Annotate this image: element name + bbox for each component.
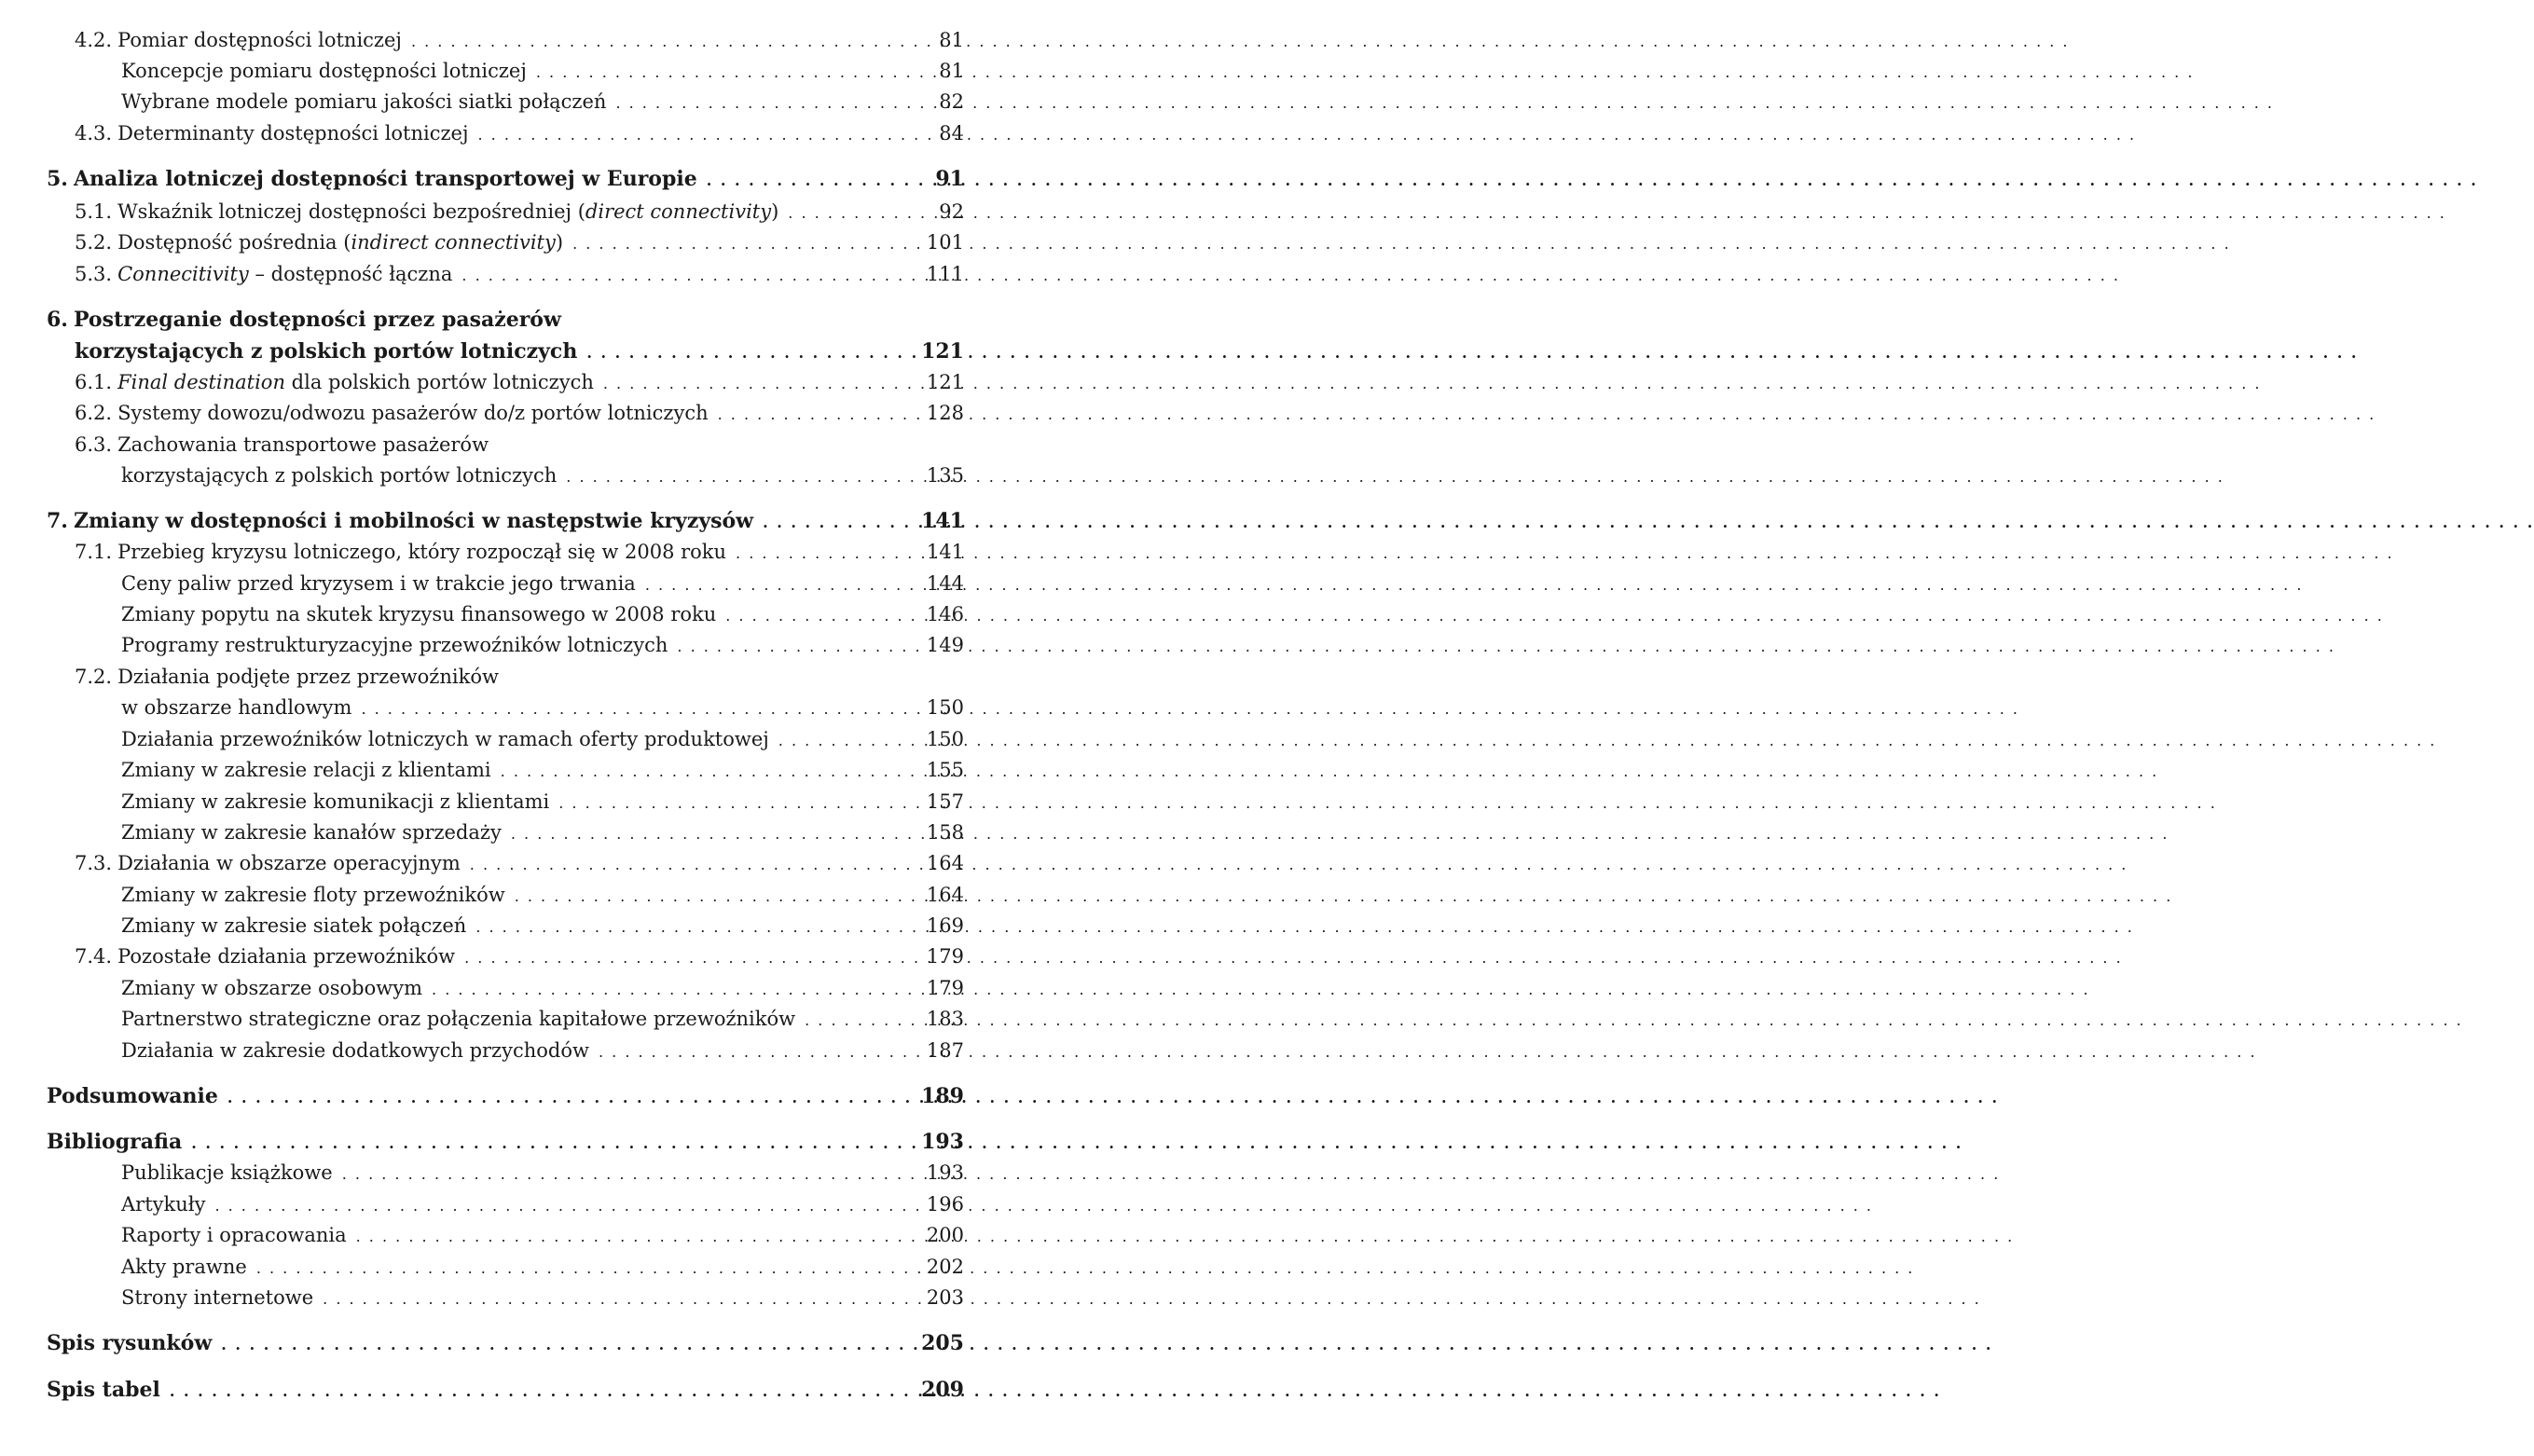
toc-title bbox=[121, 974, 422, 1002]
toc-title bbox=[74, 306, 561, 334]
toc-entry bbox=[121, 461, 964, 489]
toc-entry bbox=[121, 881, 964, 909]
toc-title-text: Zmiany w zakresie kanałów sprzedaży bbox=[121, 821, 502, 844]
toc-entry bbox=[121, 974, 964, 1002]
toc-leader-dots bbox=[411, 28, 902, 56]
toc-number: 7. bbox=[47, 509, 68, 533]
toc-entry bbox=[121, 694, 964, 721]
toc-leader-dots bbox=[707, 167, 902, 195]
toc-title bbox=[121, 88, 606, 116]
toc-page-number: 158 bbox=[926, 821, 964, 844]
toc-title-text: Działania w obszarze operacyjnym bbox=[117, 852, 461, 874]
toc-leader-dots bbox=[778, 727, 902, 755]
toc-title bbox=[121, 1005, 795, 1033]
toc-entry bbox=[121, 1284, 964, 1312]
toc-page-number: 146 bbox=[926, 603, 964, 625]
toc-page-number: 196 bbox=[926, 1193, 964, 1216]
toc-page-number: 144 bbox=[926, 572, 964, 595]
toc-entry bbox=[75, 368, 964, 396]
toc-title bbox=[121, 1159, 333, 1187]
toc-title-text: Ceny paliw przed kryzysem i w trakcie jego trwania bbox=[121, 572, 636, 595]
toc-leader-dots bbox=[464, 944, 902, 972]
toc-leader-dots bbox=[432, 976, 902, 1004]
toc-title-text: Zachowania transportowe pasażerów bbox=[117, 433, 489, 456]
toc-title-text: Partnerstwo strategiczne oraz połączenia kapitałowe przewoźników bbox=[121, 1008, 796, 1030]
toc-entry bbox=[121, 912, 964, 940]
toc-entry bbox=[121, 1037, 964, 1065]
toc-title bbox=[117, 942, 455, 970]
toc-entry bbox=[47, 1082, 964, 1110]
toc-leader-dots bbox=[475, 913, 902, 941]
toc-leader-dots bbox=[214, 1192, 902, 1220]
toc-title bbox=[117, 538, 726, 566]
toc-title bbox=[117, 849, 461, 877]
toc-page-number: 157 bbox=[926, 790, 964, 813]
toc-leader-dots bbox=[558, 790, 902, 817]
toc-page-number: 189 bbox=[921, 1084, 964, 1108]
toc-leader-dots bbox=[515, 883, 902, 911]
toc-entry bbox=[121, 1221, 964, 1249]
toc-number: 5.1. bbox=[75, 200, 113, 223]
toc-title bbox=[121, 1253, 247, 1281]
toc-leader-dots bbox=[536, 59, 902, 87]
toc-leader-dots bbox=[586, 339, 902, 367]
toc-title bbox=[121, 1221, 347, 1249]
toc-leader-dots bbox=[763, 509, 902, 537]
table-of-contents bbox=[0, 0, 1031, 1456]
toc-entry bbox=[75, 663, 964, 691]
toc-title bbox=[121, 756, 491, 784]
toc-leader-dots bbox=[191, 1130, 902, 1158]
toc-title bbox=[121, 570, 636, 598]
toc-title-text: Zmiany w zakresie siatek połączeń bbox=[121, 914, 467, 937]
toc-title bbox=[121, 1190, 205, 1218]
toc-title-text: Spis tabel bbox=[47, 1378, 160, 1402]
toc-title bbox=[121, 788, 549, 816]
toc-title bbox=[47, 1128, 182, 1156]
toc-number: 7.1. bbox=[75, 541, 113, 563]
toc-entry bbox=[75, 431, 964, 459]
toc-entry bbox=[121, 1159, 964, 1187]
toc-entry bbox=[75, 119, 964, 147]
toc-title-text: Działania podjęte przez przewoźników bbox=[117, 666, 499, 688]
toc-page-number: 128 bbox=[926, 402, 964, 424]
toc-title bbox=[121, 818, 502, 846]
toc-title-text: Koncepcje pomiaru dostępności lotniczej bbox=[121, 60, 527, 82]
toc-leader-dots bbox=[256, 1255, 902, 1283]
toc-leader-dots bbox=[805, 1007, 902, 1035]
toc-title-text: Wybrane modele pomiaru jakości siatki połączeń bbox=[121, 90, 607, 113]
toc-leader-dots bbox=[725, 602, 902, 630]
toc-title-text: w obszarze handlowym bbox=[121, 696, 352, 719]
toc-number: 4.2. bbox=[75, 29, 113, 51]
toc-entry bbox=[121, 600, 964, 628]
toc-leader-dots bbox=[603, 370, 902, 398]
toc-leader-dots bbox=[361, 695, 902, 723]
toc-page-number: 81 bbox=[939, 29, 964, 51]
toc-entry bbox=[121, 631, 964, 659]
toc-entry bbox=[121, 570, 964, 598]
toc-leader-dots bbox=[572, 230, 902, 258]
toc-page-number: 193 bbox=[926, 1161, 964, 1184]
toc-title-text: Wskaźnik lotniczej dostępności bezpośredniej ( bbox=[117, 200, 585, 223]
toc-title-suffix: – dostępność łączna bbox=[248, 263, 453, 285]
toc-entry bbox=[75, 849, 964, 877]
toc-page-number: 149 bbox=[926, 634, 964, 656]
toc-title bbox=[117, 399, 709, 427]
toc-page-number: 179 bbox=[926, 945, 964, 968]
toc-title-text: Artykuły bbox=[121, 1193, 206, 1216]
toc-leader-dots bbox=[461, 262, 902, 290]
toc-title-text: Działania w zakresie dodatkowych przychodów bbox=[121, 1039, 589, 1062]
toc-page-number: 121 bbox=[926, 371, 964, 393]
toc-title bbox=[117, 260, 452, 288]
toc-leader-dots bbox=[736, 540, 902, 568]
toc-entry bbox=[47, 306, 964, 334]
toc-page-number: 111 bbox=[926, 263, 964, 285]
toc-page-number: 101 bbox=[926, 231, 964, 254]
toc-title bbox=[121, 1284, 313, 1312]
toc-entry bbox=[121, 756, 964, 784]
toc-page-number: 179 bbox=[926, 977, 964, 999]
toc-number: 7.3. bbox=[75, 852, 113, 874]
toc-leader-dots bbox=[170, 1378, 902, 1406]
toc-title-text: korzystających z polskich portów lotniczych bbox=[121, 464, 558, 487]
toc-title-text: Zmiany w obszarze osobowym bbox=[121, 977, 423, 999]
toc-page-number: 141 bbox=[921, 509, 964, 533]
toc-entry bbox=[121, 1005, 964, 1033]
toc-leader-dots bbox=[470, 851, 902, 879]
toc-title bbox=[117, 198, 778, 226]
toc-leader-dots bbox=[645, 571, 902, 599]
toc-title-text: Zmiany w zakresie floty przewoźników bbox=[121, 884, 505, 906]
toc-title-text: Analiza lotniczej dostępności transportowej w Europie bbox=[73, 167, 697, 191]
toc-title-text: Pomiar dostępności lotniczej bbox=[117, 29, 402, 51]
toc-page-number: 200 bbox=[926, 1224, 964, 1246]
toc-title bbox=[47, 1376, 160, 1404]
toc-entry bbox=[121, 725, 964, 753]
toc-number: 7.2. bbox=[75, 666, 113, 688]
toc-leader-dots bbox=[342, 1161, 902, 1188]
toc-entry bbox=[75, 538, 964, 566]
toc-title-italic: direct connectivity bbox=[585, 200, 772, 223]
toc-page-number: 203 bbox=[926, 1286, 964, 1309]
toc-title bbox=[75, 337, 577, 365]
toc-leader-dots bbox=[501, 758, 902, 786]
toc-title-text: Systemy dowozu/odwozu pasażerów do/z portów lotniczych bbox=[117, 402, 709, 424]
toc-number: 5.3. bbox=[75, 263, 113, 285]
toc-entry bbox=[75, 26, 964, 54]
toc-title-text: Zmiany w zakresie relacji z klientami bbox=[121, 759, 491, 781]
toc-number: 6.2. bbox=[75, 402, 113, 424]
toc-entry bbox=[47, 1329, 964, 1357]
toc-entry bbox=[75, 228, 964, 256]
toc-title bbox=[121, 694, 351, 721]
toc-title-italic: Connecitivity bbox=[117, 263, 249, 285]
toc-leader-dots bbox=[478, 121, 903, 149]
toc-page-number: 141 bbox=[926, 541, 964, 563]
toc-title bbox=[121, 600, 716, 628]
toc-title bbox=[117, 663, 499, 691]
toc-page-number: 92 bbox=[939, 200, 964, 223]
toc-title-italic: indirect connectivity bbox=[351, 231, 556, 254]
toc-entry bbox=[121, 1190, 964, 1218]
toc-title bbox=[117, 431, 489, 459]
toc-entry bbox=[75, 260, 964, 288]
toc-leader-dots bbox=[615, 89, 902, 117]
toc-title bbox=[121, 461, 557, 489]
toc-number: 5.2. bbox=[75, 231, 113, 254]
toc-leader-dots bbox=[599, 1038, 902, 1066]
toc-page-number: 155 bbox=[926, 759, 964, 781]
toc-number: 6.1. bbox=[75, 371, 113, 393]
toc-page-number: 81 bbox=[939, 60, 964, 82]
toc-leader-dots bbox=[356, 1223, 902, 1251]
toc-entry bbox=[121, 818, 964, 846]
toc-title-text: Strony internetowe bbox=[121, 1286, 314, 1309]
toc-page-number: 193 bbox=[921, 1130, 964, 1154]
toc-entry bbox=[121, 1253, 964, 1281]
toc-title bbox=[47, 1329, 212, 1357]
toc-entry bbox=[121, 788, 964, 816]
toc-page-number: 150 bbox=[926, 696, 964, 719]
toc-title-text: Raporty i opracowania bbox=[121, 1224, 347, 1246]
toc-page-number: 169 bbox=[926, 914, 964, 937]
toc-number: 4.3. bbox=[75, 122, 113, 144]
toc-title bbox=[121, 725, 769, 753]
toc-title-text: Zmiany popytu na skutek kryzysu finansowego w 2008 roku bbox=[121, 603, 717, 625]
toc-page-number: 202 bbox=[926, 1256, 964, 1278]
toc-title-italic: Final destination bbox=[117, 371, 285, 393]
toc-leader-dots bbox=[227, 1084, 902, 1112]
toc-title bbox=[117, 119, 468, 147]
toc-page-number: 150 bbox=[926, 728, 964, 750]
toc-title-text: Przebieg kryzysu lotniczego, który rozpoczął się w 2008 roku bbox=[117, 541, 727, 563]
toc-number: 5. bbox=[47, 167, 68, 191]
toc-entry bbox=[75, 198, 964, 226]
toc-title-text: Działania przewoźników lotniczych w ramach oferty produktowej bbox=[121, 728, 769, 750]
toc-page-number: 187 bbox=[926, 1039, 964, 1062]
toc-title bbox=[121, 57, 527, 85]
toc-entry bbox=[47, 1376, 964, 1404]
toc-leader-dots bbox=[718, 401, 902, 429]
toc-entry bbox=[121, 88, 964, 116]
toc-title bbox=[121, 1037, 589, 1065]
toc-title-suffix: ) bbox=[555, 231, 564, 254]
toc-leader-dots bbox=[323, 1285, 902, 1313]
toc-page-number: 135 bbox=[926, 464, 964, 487]
toc-title bbox=[74, 165, 697, 193]
toc-title-text: Determinanty dostępności lotniczej bbox=[117, 122, 469, 144]
toc-title-suffix: ) bbox=[771, 200, 779, 223]
toc-entry bbox=[75, 942, 964, 970]
toc-number: 6.3. bbox=[75, 433, 113, 456]
toc-page-number: 164 bbox=[926, 884, 964, 906]
toc-title bbox=[121, 881, 505, 909]
toc-title-text: Spis rysunków bbox=[47, 1331, 213, 1355]
toc-page-number: 183 bbox=[926, 1008, 964, 1030]
toc-title-text: Pozostałe działania przewoźników bbox=[117, 945, 456, 968]
toc-title-text: Bibliografia bbox=[47, 1130, 183, 1154]
toc-page-number: 209 bbox=[921, 1378, 964, 1402]
toc-title bbox=[121, 912, 466, 940]
toc-title-text: Zmiany w dostępności i mobilności w następstwie kryzysów bbox=[73, 509, 754, 533]
toc-page-number: 82 bbox=[939, 90, 964, 113]
toc-entry bbox=[75, 337, 964, 365]
toc-page-number: 84 bbox=[939, 122, 964, 144]
toc-page-number: 91 bbox=[935, 167, 964, 191]
toc-leader-dots bbox=[221, 1331, 902, 1359]
toc-leader-dots bbox=[511, 820, 902, 848]
toc-page-number: 205 bbox=[921, 1331, 964, 1355]
toc-title bbox=[117, 26, 402, 54]
toc-leader-dots bbox=[677, 633, 902, 661]
toc-title-text: Zmiany w zakresie komunikacji z klientami bbox=[121, 790, 550, 813]
toc-leader-dots bbox=[788, 199, 902, 227]
toc-entry bbox=[121, 57, 964, 85]
toc-title-suffix: dla polskich portów lotniczych bbox=[284, 371, 594, 393]
toc-title bbox=[121, 631, 668, 659]
toc-title bbox=[117, 368, 594, 396]
toc-entry bbox=[47, 1128, 964, 1156]
toc-number: 7.4. bbox=[75, 945, 113, 968]
toc-title-text: Akty prawne bbox=[121, 1256, 247, 1278]
toc-entry bbox=[47, 507, 964, 535]
toc-page-number: 164 bbox=[926, 852, 964, 874]
toc-title-text: Dostępność pośrednia ( bbox=[117, 231, 351, 254]
toc-number: 6. bbox=[47, 308, 68, 332]
toc-title bbox=[117, 228, 563, 256]
toc-entry bbox=[75, 399, 964, 427]
toc-title-text: Podsumowanie bbox=[47, 1084, 218, 1108]
toc-title-text: Postrzeganie dostępności przez pasażerów bbox=[73, 308, 561, 332]
toc-page-number: 121 bbox=[921, 339, 964, 364]
toc-title-text: korzystających z polskich portów lotniczych bbox=[75, 339, 578, 364]
toc-title bbox=[74, 507, 753, 535]
toc-title-text: Publikacje książkowe bbox=[121, 1161, 333, 1184]
toc-title bbox=[47, 1082, 218, 1110]
toc-title-text: Programy restrukturyzacyjne przewoźników lotniczych bbox=[121, 634, 668, 656]
toc-leader-dots bbox=[566, 463, 902, 491]
toc-entry bbox=[47, 165, 964, 193]
